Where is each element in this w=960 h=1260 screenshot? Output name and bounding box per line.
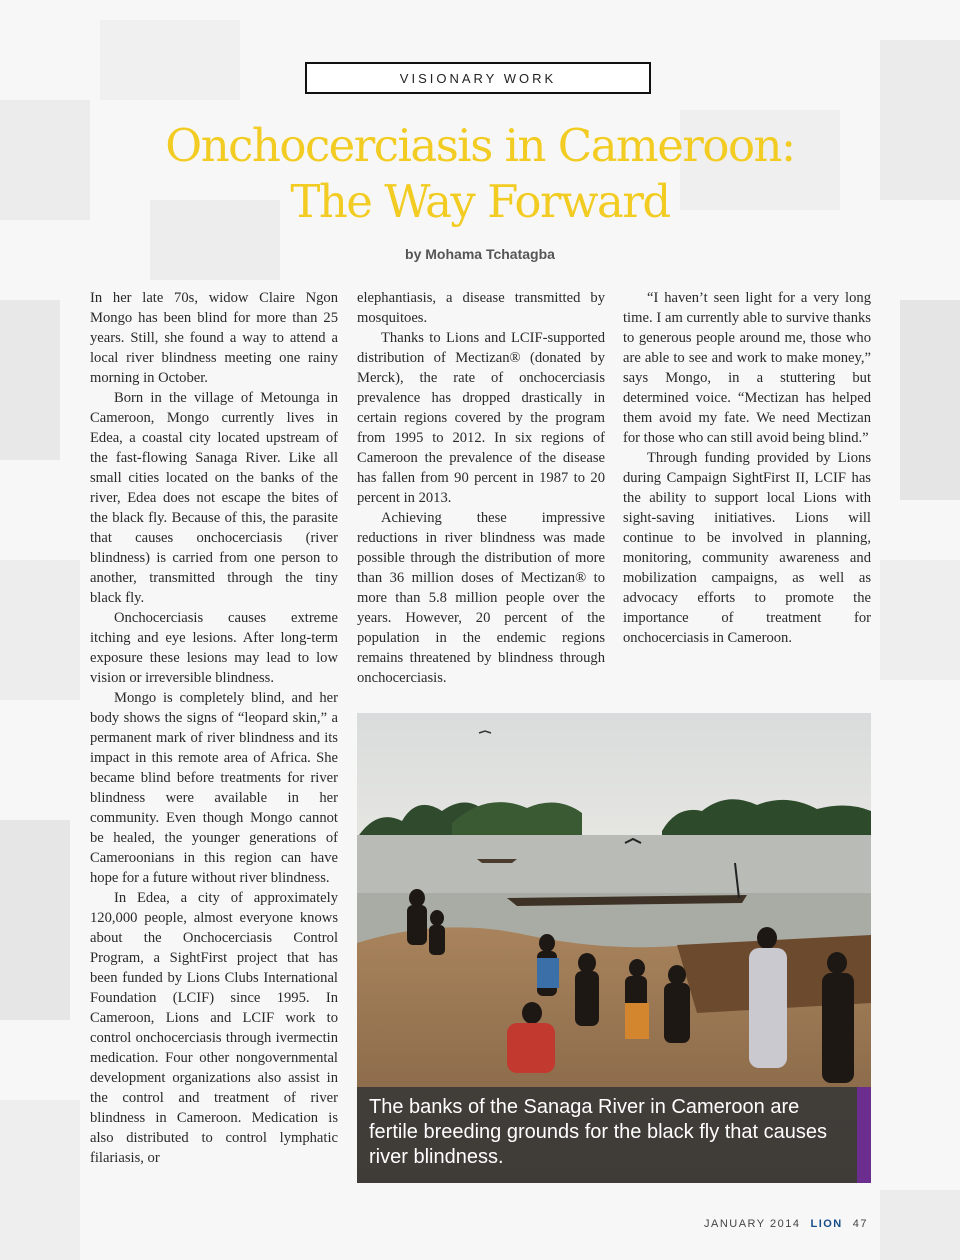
paragraph: elephantiasis, a disease transmitted by mosquitoes. [357,290,605,326]
paragraph: Mongo is completely blind, and her body shows the signs of “leopard skin,” a permanent mark of river blindness and its impact in this remote area of Africa. She became blind before treatments for river blindness were available in her community. Even though Mongo cannot be healed, the younger generations of Cameroonians in this region can have hope for a future without river blindness. [90,690,338,886]
page-footer [704,1218,868,1230]
column-1 [90,288,338,1168]
paragraph: In her late 70s, widow Claire Ngon Mongo has been blind for more than 25 years. Still, she found a way to attend a local river blindness meeting one rainy morning in October. [90,290,338,386]
paragraph: In Edea, a city of approximately 120,000 people, almost everyone knows about the Onchocerciasis Control Program, a SightFirst project that has been funded by Lions Clubs International Foundation (LCIF) since 1995. In Cameroon, Lions and LCIF work to control onchocerciasis through ivermectin medication. Four other nongovernmental development organizations also assist in the control and treatment of river blindness in Cameroon. Medication is also distributed to control lymphatic filariasis, or [90,890,338,1166]
issue-date: JANUARY 2014 [703,1218,801,1230]
paragraph: Thanks to Lions and LCIF-supported distribution of Mectizan® (donated by Merck), the rate of onchocerciasis prevalence has dropped drastically in certain regions covered by the program from 1995 to 2012. In six regions of Cameroon the prevalence of the disease has fallen from 90 percent in 1987 to 20 percent in 2013. [357,330,605,506]
paragraph: Achieving these impressive reductions in river blindness was made possible through the distribution of more than 36 million doses of Mectizan® to more than 5.8 million people over the years. However, 20 percent of the population in the endemic regions remains threatened by blindness through onchocerciasis. [357,510,605,686]
title-line-2: The Way Forward [290,175,670,228]
paragraph: Through funding provided by Lions during Campaign SightFirst II, LCIF has the ability to support local Lions with sight-saving initiatives. Lions will continue to be involved in planning, monitoring, community awareness and mobilization campaigns, as well as advocacy efforts to promote the importance of treatment for onchocerciasis in Cameroon. [623,450,871,646]
paragraph: “I haven’t seen light for a very long time. I am currently able to survive thanks to generous people around me, those who are able to see and work to make money,” says Mongo, in a stuttering but determined voice. “Mectizan has helped them avoid my fate. We need Mectizan for those who can still avoid being blind.” [623,290,871,446]
column-3 [623,288,871,648]
paragraph: Onchocerciasis causes extreme itching and eye lesions. After long-term exposure these lesions may lead to low vision or irreversible blindness. [90,610,338,686]
caption-accent-bar [857,1087,871,1183]
title-line-1: Onchocerciasis in Cameroon: [165,119,795,172]
byline: by Mohama Tchatagba [405,246,555,262]
page-number: 47 [852,1218,868,1230]
river-photo [357,713,871,1183]
magazine-name: LION [810,1218,843,1230]
photo-caption: The banks of the Sanaga River in Cameroon are fertile breeding grounds for the black fly that causes river blindness. [357,1087,857,1183]
column-2 [357,288,605,688]
article-title [0,118,960,230]
section-kicker: VISIONARY WORK [305,62,651,94]
paragraph: Born in the village of Metounga in Cameroon, Mongo currently lives in Edea, a coastal city located upstream of the fast-flowing Sanaga River. Like all small cities located on the banks of the river, Edea does not escape the bites of the black fly. Because of this, the parasite that causes onchocerciasis (river blindness) is carried from one person to another, transmitted through the tiny black fly. [90,390,338,606]
